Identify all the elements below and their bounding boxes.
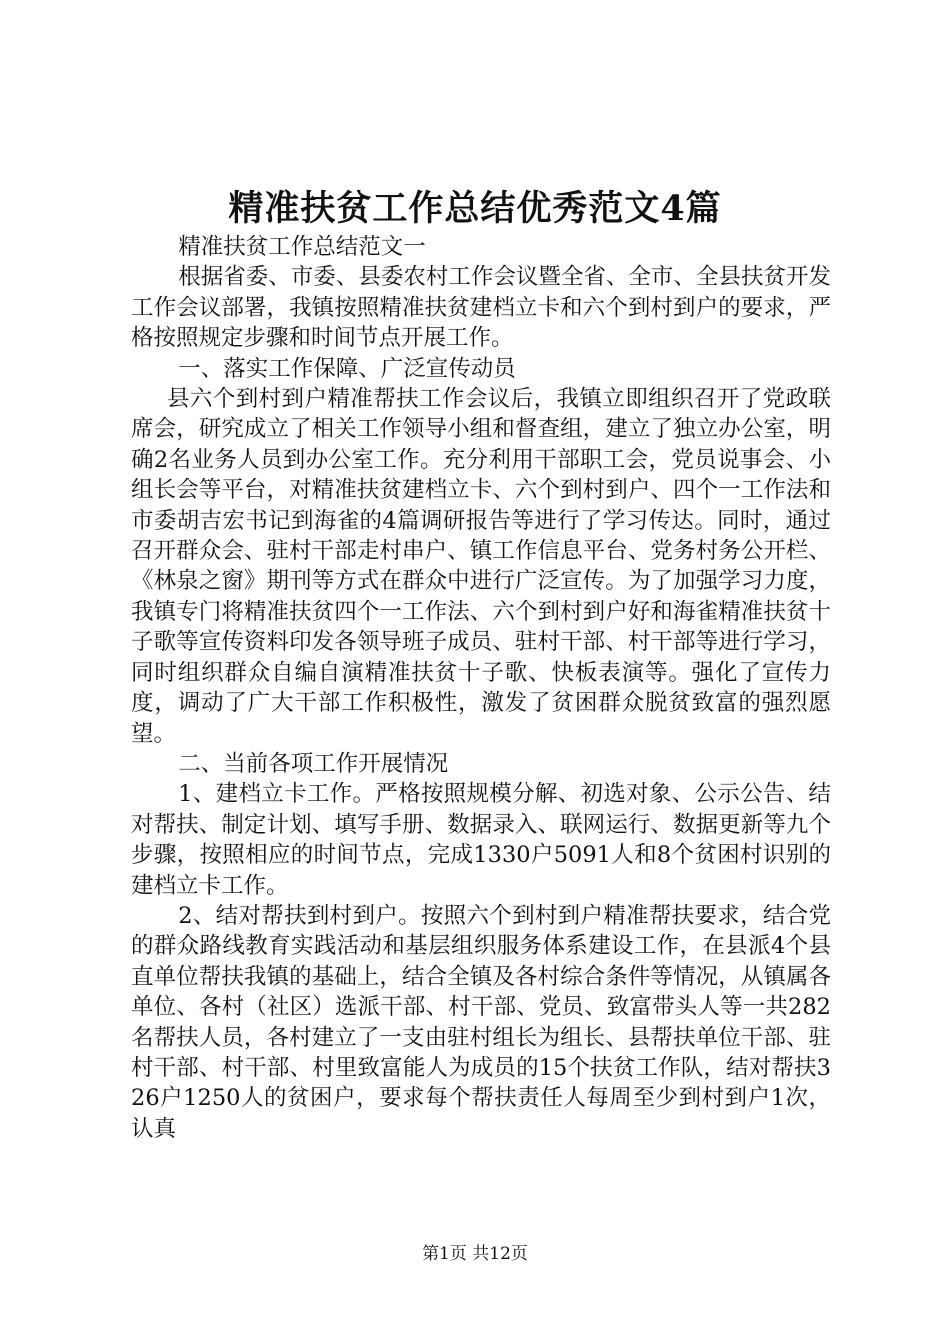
- body-paragraph: 1、建档立卡工作。严格按照规模分解、初选对象、公示公告、结对帮扶、制定计划、填写手册、数据录入、联网运行、数据更新等九个步骤，按照相应的时间节点，完成1330户5091人和8个贫困村识别的建档立卡工作。: [131, 781, 831, 899]
- document-title: 精准扶贫工作总结优秀范文4篇: [228, 188, 722, 229]
- document-body: [131, 232, 831, 1144]
- body-paragraph: 根据省委、市委、县委农村工作会议暨全省、全市、全县扶贫开发工作会议部署，我镇按照精准扶贫建档立卡和六个到村到户的要求，严格按照规定步骤和时间节点开展工作。: [131, 264, 831, 352]
- body-paragraph: 2、结对帮扶到村到户。按照六个到村到户精准帮扶要求，结合党的群众路线教育实践活动和基层组织服务体系建设工作，在县派4个县直单位帮扶我镇的基础上，结合全镇及各村综合条件等情况，从镇属各单位、各村（社区）选派干部、村干部、党员、致富带头人等一共282名帮扶人员，各村建立了一支由驻村组长为组长、县帮扶单位干部、驻村干部、村干部、村里致富能人为成员的15个扶贫工作队，结对帮扶326户1250人的贫困户，要求每个帮扶责任人每周至少到村到户1次，认真: [131, 902, 831, 1142]
- body-paragraph: 县六个到村到户精准帮扶工作会议后，我镇立即组织召开了党政联席会，研究成立了相关工作领导小组和督查组，建立了独立办公室，明确2名业务人员到办公室工作。充分利用干部职工会，党员说事会、小组长会等平台，对精准扶贫建档立卡、六个到村到户、四个一工作法和市委胡吉宏书记到海雀的4篇调研报告等进行了学习传达。同时，通过召开群众会、驻村干部走村串户、镇工作信息平台、党务村务公开栏、《林泉之窗》期刊等方式在群众中进行广泛宣传。为了加强学习力度，我镇专门将精准扶贫四个一工作法、六个到村到户好和海雀精准扶贫十子歌等宣传资料印发各领导班子成员、驻村干部、村干部等进行学习，同时组织群众自编自演精准扶贫十子歌、快板表演等。强化了宣传力度，调动了广大干部工作积极性，激发了贫困群众脱贫致富的强烈愿望。: [131, 386, 831, 747]
- page-number-footer: 第1页 共12页: [422, 1244, 528, 1264]
- section-heading: 二、当前各项工作开展情况: [178, 750, 449, 777]
- section-heading-article-one: 精准扶贫工作总结范文一: [178, 234, 426, 260]
- section-heading: 一、落实工作保障、广泛宣传动员: [178, 355, 516, 382]
